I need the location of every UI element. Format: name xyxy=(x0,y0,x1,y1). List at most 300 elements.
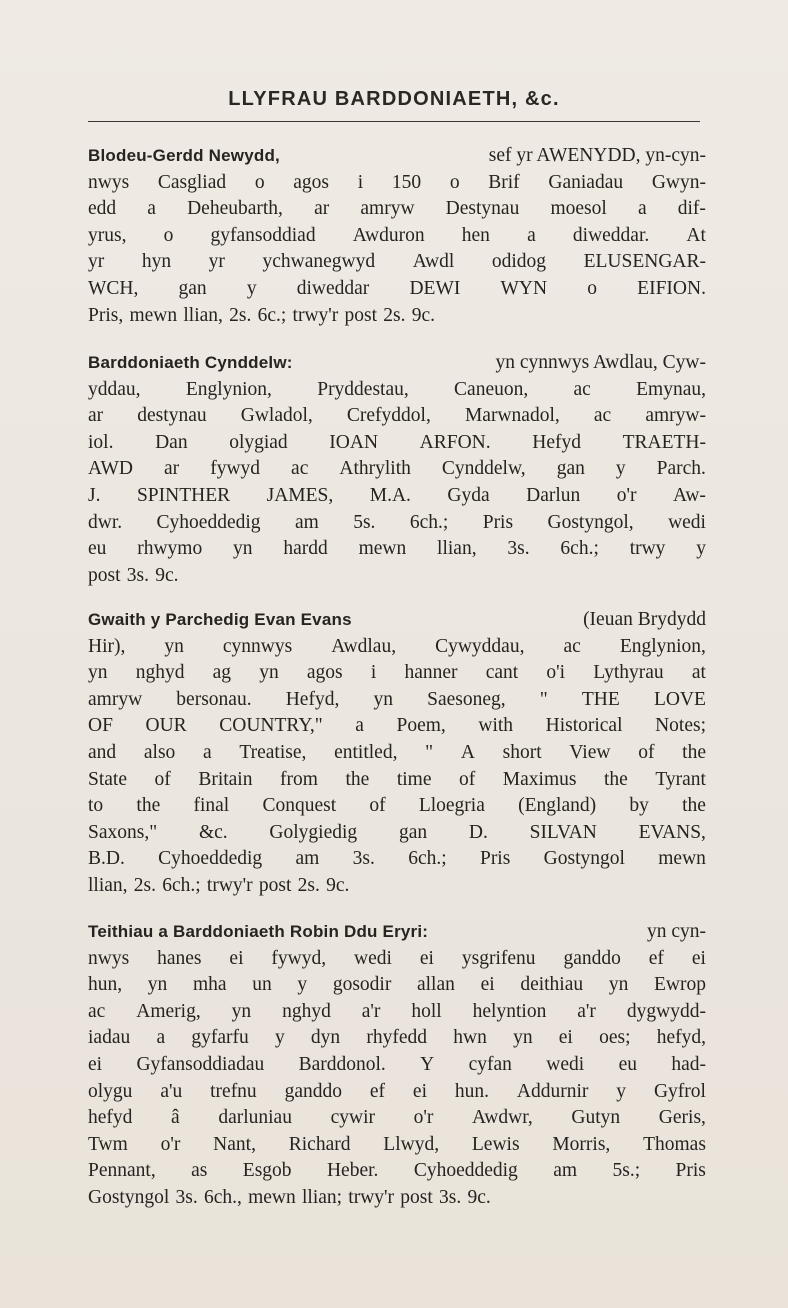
word: wedi xyxy=(546,1053,585,1075)
word: bersonau. xyxy=(176,688,252,710)
word: a'r xyxy=(577,1000,596,1022)
word: o xyxy=(449,171,460,193)
word: Golygiedig xyxy=(269,821,358,843)
word: Parch. xyxy=(656,458,706,480)
entry-title: Barddoniaeth Cynddelw: xyxy=(88,353,293,372)
entry-line xyxy=(88,999,706,1026)
word: trwy'r xyxy=(292,304,339,326)
word: a xyxy=(527,224,536,246)
word: olygu xyxy=(88,1080,133,1102)
word: ysgrifenu xyxy=(461,947,536,969)
word: 2s. xyxy=(133,874,156,896)
word: Morris, xyxy=(552,1133,611,1155)
word: y xyxy=(616,1080,627,1102)
word: 6ch.; xyxy=(409,511,449,533)
word: Thomas xyxy=(643,1133,706,1155)
word: Twm xyxy=(88,1133,128,1155)
entry-line xyxy=(88,740,706,767)
entry-line xyxy=(88,793,706,820)
word: WYN xyxy=(500,277,548,299)
word: Pris xyxy=(675,1160,706,1182)
word: Notes; xyxy=(655,715,706,737)
word: at xyxy=(691,662,706,684)
word: Pris xyxy=(482,511,514,533)
word: am xyxy=(553,1160,578,1182)
word: Awdwr, xyxy=(472,1107,533,1129)
word: Brif xyxy=(488,171,520,193)
word: hyn xyxy=(141,251,172,273)
word: of xyxy=(459,768,476,790)
word: Awdl xyxy=(412,251,455,273)
word: as xyxy=(191,1160,208,1182)
word: 150 xyxy=(391,171,422,193)
word: ei xyxy=(558,1027,573,1049)
word: mha xyxy=(192,974,227,996)
word: post xyxy=(344,304,378,326)
word: rhyfedd xyxy=(366,1027,428,1049)
word: ef xyxy=(648,947,664,969)
word: i xyxy=(357,171,364,193)
entry-line xyxy=(88,377,706,404)
word: llian, xyxy=(88,874,128,896)
word: y xyxy=(297,974,308,996)
word: the xyxy=(682,741,706,763)
word: mewn xyxy=(358,538,407,560)
word: with xyxy=(478,715,514,737)
word: yn xyxy=(259,662,279,684)
word: agos xyxy=(293,171,330,193)
word: ganddo xyxy=(284,1080,342,1102)
word: fywyd, xyxy=(271,947,327,969)
word: yn xyxy=(373,688,393,710)
word: OF xyxy=(88,715,113,737)
entry-line xyxy=(88,196,706,223)
entry-line xyxy=(88,170,706,197)
entry-line xyxy=(88,919,706,946)
word: Esgob xyxy=(242,1160,292,1182)
word: gyfarfu xyxy=(191,1027,249,1049)
word: hardd xyxy=(283,538,328,560)
word: Amerig, xyxy=(136,1000,201,1022)
word: Addurnir xyxy=(516,1080,589,1102)
word: 2s. xyxy=(383,304,406,326)
word: y xyxy=(274,1027,285,1049)
word: nwys xyxy=(88,171,130,193)
word: Darlun xyxy=(526,484,581,506)
word: gan xyxy=(178,277,207,299)
word: DEWI xyxy=(409,277,461,299)
word: y xyxy=(246,277,257,299)
word: iol. xyxy=(88,431,114,453)
word: ac xyxy=(573,378,591,400)
word: y xyxy=(615,458,626,480)
entry-line xyxy=(88,276,706,303)
word: i xyxy=(370,662,377,684)
entry-line xyxy=(88,687,706,714)
word: Tyrant xyxy=(655,768,706,790)
word: ac xyxy=(291,458,309,480)
entry-line xyxy=(88,660,706,687)
word: Saesoneg, xyxy=(427,688,506,710)
word: o'r xyxy=(616,484,637,506)
word: 3s. xyxy=(507,538,530,560)
entry-line xyxy=(88,1079,706,1106)
word: ei xyxy=(88,1053,103,1075)
word: Marwnadol, xyxy=(464,405,560,427)
word: (England) xyxy=(518,795,597,817)
word: " xyxy=(425,741,434,763)
word: o'r xyxy=(160,1133,181,1155)
word: View xyxy=(569,741,611,763)
word: a xyxy=(203,741,212,763)
word: &c. xyxy=(198,821,228,843)
word: hun. xyxy=(454,1080,490,1102)
word: Poem, xyxy=(396,715,446,737)
word: Ewrop xyxy=(653,974,706,996)
word: hwn xyxy=(453,1027,487,1049)
word: 6c.; xyxy=(257,304,287,326)
word: Pennant, xyxy=(88,1160,156,1182)
word: a xyxy=(156,1027,166,1049)
word: also xyxy=(143,741,176,763)
word: 6ch.; xyxy=(162,874,201,896)
word: the xyxy=(682,795,706,817)
word: SPINTHER xyxy=(136,484,231,506)
word: Englynion, xyxy=(185,378,272,400)
word: COUNTRY," xyxy=(219,715,323,737)
word: gyfansoddiad xyxy=(210,224,316,246)
word: " xyxy=(539,688,548,710)
entry-line xyxy=(88,607,706,634)
word: wedi xyxy=(668,511,706,533)
entry-line xyxy=(88,946,706,973)
word: â xyxy=(171,1107,180,1129)
word: a'u xyxy=(160,1080,183,1102)
word: Awdlau, xyxy=(331,635,397,657)
word: Pris, xyxy=(88,304,124,326)
word: TRAETH- xyxy=(622,431,706,453)
word: Pris xyxy=(479,848,511,870)
word: holl xyxy=(411,1000,442,1022)
word: Cywyddau, xyxy=(435,635,525,657)
word: had- xyxy=(671,1053,706,1075)
word: hefyd xyxy=(88,1107,133,1129)
word: Emynau, xyxy=(636,378,706,400)
word: allan xyxy=(416,974,455,996)
word: Hefyd, xyxy=(285,688,340,710)
entry-line xyxy=(88,403,706,430)
word: Ganiadau xyxy=(548,171,624,193)
word: Cyhoeddedig xyxy=(413,1160,518,1182)
word: SILVAN xyxy=(529,821,597,843)
word: ei xyxy=(412,1080,427,1102)
word: rhwymo xyxy=(137,538,203,560)
word: Lloegria xyxy=(418,795,485,817)
word: Treatise, xyxy=(239,741,307,763)
word: Aw- xyxy=(673,484,706,506)
word: hen xyxy=(461,224,490,246)
word: dyn xyxy=(310,1027,341,1049)
word: the xyxy=(345,768,370,790)
word: o xyxy=(587,277,598,299)
word: Gostyngol xyxy=(88,1186,170,1208)
word: yrus, xyxy=(88,224,127,246)
word: Conquest xyxy=(262,795,337,817)
word: Britain xyxy=(198,768,253,790)
word: WCH, xyxy=(88,277,139,299)
word: agos xyxy=(306,662,343,684)
word: dif- xyxy=(677,198,706,220)
entry-line xyxy=(88,972,706,999)
word: Awduron xyxy=(352,224,425,246)
word: 6ch.; xyxy=(560,538,599,560)
word: llian; xyxy=(301,1186,343,1208)
entry-line xyxy=(88,846,706,873)
word: post xyxy=(258,874,292,896)
entry-line xyxy=(88,1025,706,1052)
word: mewn xyxy=(248,1186,296,1208)
entry-line xyxy=(88,143,706,170)
word: trefnu xyxy=(210,1080,257,1102)
word: A xyxy=(460,741,475,763)
word: dygwydd- xyxy=(626,1000,706,1022)
word: ganddo xyxy=(563,947,621,969)
word: hanner xyxy=(404,662,458,684)
word: M.A. xyxy=(369,484,411,506)
word: Heber. xyxy=(326,1160,379,1182)
word: amryw- xyxy=(645,405,706,427)
word: 6ch., xyxy=(203,1186,242,1208)
word: Maximus xyxy=(502,768,577,790)
entry-line xyxy=(88,1158,706,1185)
word: 3s. xyxy=(175,1186,198,1208)
header-rule xyxy=(88,121,700,122)
word: cynnwys xyxy=(222,635,293,657)
page-header-title: LLYFRAU BARDDONIAETH, &c. xyxy=(228,88,560,110)
word: JAMES, xyxy=(266,484,334,506)
word: 6ch.; xyxy=(408,848,447,870)
book-entry-gwaith-evan-evans xyxy=(88,607,706,900)
word: destynau xyxy=(137,405,207,427)
word: 3s. xyxy=(439,1186,462,1208)
book-entry-teithiau-robin-ddu xyxy=(88,919,706,1212)
word: yn xyxy=(513,1027,533,1049)
word: ac xyxy=(563,635,581,657)
entry-line xyxy=(88,1132,706,1159)
word: ARFON. xyxy=(419,431,491,453)
word: Cyhoeddedig xyxy=(158,848,263,870)
word: Englynion, xyxy=(619,635,706,657)
word: a xyxy=(637,198,647,220)
word: oes; xyxy=(599,1027,631,1049)
word: OUR xyxy=(145,715,187,737)
entry-line xyxy=(88,873,706,900)
entry-line xyxy=(88,820,706,847)
entry-title: Gwaith y Parchedig Evan Evans xyxy=(88,610,352,629)
word: hun, xyxy=(88,974,123,996)
entry-line xyxy=(88,1185,706,1212)
word: yr xyxy=(88,251,105,273)
word: Richard xyxy=(288,1133,351,1155)
entry-line-text: yn cynnwys Awdlau, Cyw- xyxy=(495,352,706,373)
word: of xyxy=(154,768,171,790)
word: Nant, xyxy=(213,1133,256,1155)
entry-line xyxy=(88,430,706,457)
word: ei xyxy=(229,947,244,969)
word: trwy xyxy=(629,538,666,560)
entry-title: Teithiau a Barddoniaeth Robin Ddu Eryri: xyxy=(88,922,429,941)
word: from xyxy=(280,768,318,790)
entry-line xyxy=(88,303,706,330)
word: ac xyxy=(593,405,612,427)
word: ar xyxy=(88,405,104,427)
entry-line xyxy=(88,223,706,250)
word: nghyd xyxy=(282,1000,331,1022)
word: J. xyxy=(88,484,101,506)
word: Gwyn- xyxy=(651,171,706,193)
entry-line-text: yn cyn- xyxy=(646,921,706,942)
word: LOVE xyxy=(653,688,706,710)
entry-line xyxy=(88,767,706,794)
word: final xyxy=(193,795,230,817)
word: yn xyxy=(88,662,108,684)
word: time xyxy=(396,768,432,790)
word: Gyfrol xyxy=(653,1080,706,1102)
entry-line xyxy=(88,350,706,377)
word: short xyxy=(502,741,542,763)
word: 5s.; xyxy=(612,1160,641,1182)
word: EVANS, xyxy=(638,821,706,843)
word: hanes xyxy=(157,947,202,969)
word: a xyxy=(355,715,364,737)
word: yn xyxy=(608,974,629,996)
word: a'r xyxy=(361,1000,381,1022)
word: 9c. xyxy=(155,564,179,586)
word: ag xyxy=(212,662,232,684)
word: o xyxy=(254,171,265,193)
word: Pryddestau, xyxy=(317,378,409,400)
word: yn xyxy=(164,635,184,657)
word: of xyxy=(638,741,655,763)
word: Gyfansoddiadau xyxy=(136,1053,265,1075)
word: Y xyxy=(420,1053,435,1075)
word: AWD xyxy=(88,458,134,480)
word: 2s. xyxy=(229,304,252,326)
word: cyfan xyxy=(468,1053,512,1075)
word: Hefyd xyxy=(532,431,581,453)
word: yn xyxy=(233,538,253,560)
word: diweddar xyxy=(296,277,370,299)
word: Geris, xyxy=(658,1107,706,1129)
word: B.D. xyxy=(88,848,125,870)
book-entry-barddoniaeth-cynddelw xyxy=(88,350,706,589)
entry-line xyxy=(88,483,706,510)
word: edd xyxy=(88,198,117,220)
word: gosodir xyxy=(332,974,392,996)
word: entitled, xyxy=(334,741,398,763)
word: Cynddelw, xyxy=(441,458,526,480)
word: 9c. xyxy=(411,304,436,326)
word: Barddonol. xyxy=(298,1053,386,1075)
word: o'i xyxy=(546,662,566,684)
word: Saxons," xyxy=(88,821,158,843)
word: and xyxy=(88,741,117,763)
word: Llwyd, xyxy=(383,1133,440,1155)
word: wedi xyxy=(354,947,392,969)
word: D. xyxy=(468,821,488,843)
word: mewn xyxy=(658,848,706,870)
word: iadau xyxy=(88,1027,131,1049)
entry-line-text: (Ieuan Brydydd xyxy=(583,609,706,630)
word: Gostyngol xyxy=(543,848,625,870)
word: eu xyxy=(618,1053,637,1075)
word: eu xyxy=(88,538,107,560)
word: Caneuon, xyxy=(454,378,529,400)
word: THE xyxy=(581,688,620,710)
word: Cyhoeddedig xyxy=(156,511,261,533)
word: of xyxy=(369,795,386,817)
word: gan xyxy=(398,821,428,843)
word: yn xyxy=(231,1000,252,1022)
word: a xyxy=(147,198,156,220)
word: ei xyxy=(480,974,495,996)
word: Dan xyxy=(155,431,188,453)
word: amryw xyxy=(360,198,415,220)
word: cant xyxy=(485,662,519,684)
word: ar xyxy=(314,198,330,220)
word: fywyd xyxy=(210,458,261,480)
word: trwy'r xyxy=(348,1186,395,1208)
word: the xyxy=(136,795,161,817)
word: Athrylith xyxy=(339,458,411,480)
word: ELUSENGAR- xyxy=(583,251,706,273)
word: Gyda xyxy=(447,484,490,506)
entry-line xyxy=(88,249,706,276)
word: Gostyngol, xyxy=(547,511,634,533)
word: yr xyxy=(208,251,225,273)
word: diweddar. xyxy=(572,224,650,246)
entry-line xyxy=(88,713,706,740)
word: 3s. xyxy=(126,564,149,586)
word: ei xyxy=(419,947,434,969)
word: llian, xyxy=(437,538,477,560)
word: olygiad xyxy=(229,431,288,453)
word: Casgliad xyxy=(157,171,227,193)
word: 3s. xyxy=(352,848,375,870)
word: Destynau xyxy=(445,198,520,220)
word: Lythyrau xyxy=(593,662,664,684)
word: IOAN xyxy=(329,431,379,453)
word: 2s. xyxy=(297,874,320,896)
word: Hir), xyxy=(88,635,126,657)
word: cywir xyxy=(330,1107,375,1129)
word: nwys xyxy=(88,947,130,969)
word: post xyxy=(400,1186,433,1208)
word: trwy'r xyxy=(206,874,253,896)
book-entry-blodeu-gerdd xyxy=(88,143,706,329)
word: yn xyxy=(147,974,168,996)
word: Gutyn xyxy=(571,1107,621,1129)
entry-line xyxy=(88,634,706,661)
word: llian, xyxy=(183,304,223,326)
entry-line xyxy=(88,1052,706,1079)
entry-line xyxy=(88,536,706,563)
word: amryw xyxy=(88,688,143,710)
word: mewn xyxy=(129,304,178,326)
word: 9c. xyxy=(467,1186,491,1208)
word: dwr. xyxy=(88,511,123,533)
word: ei xyxy=(691,947,706,969)
